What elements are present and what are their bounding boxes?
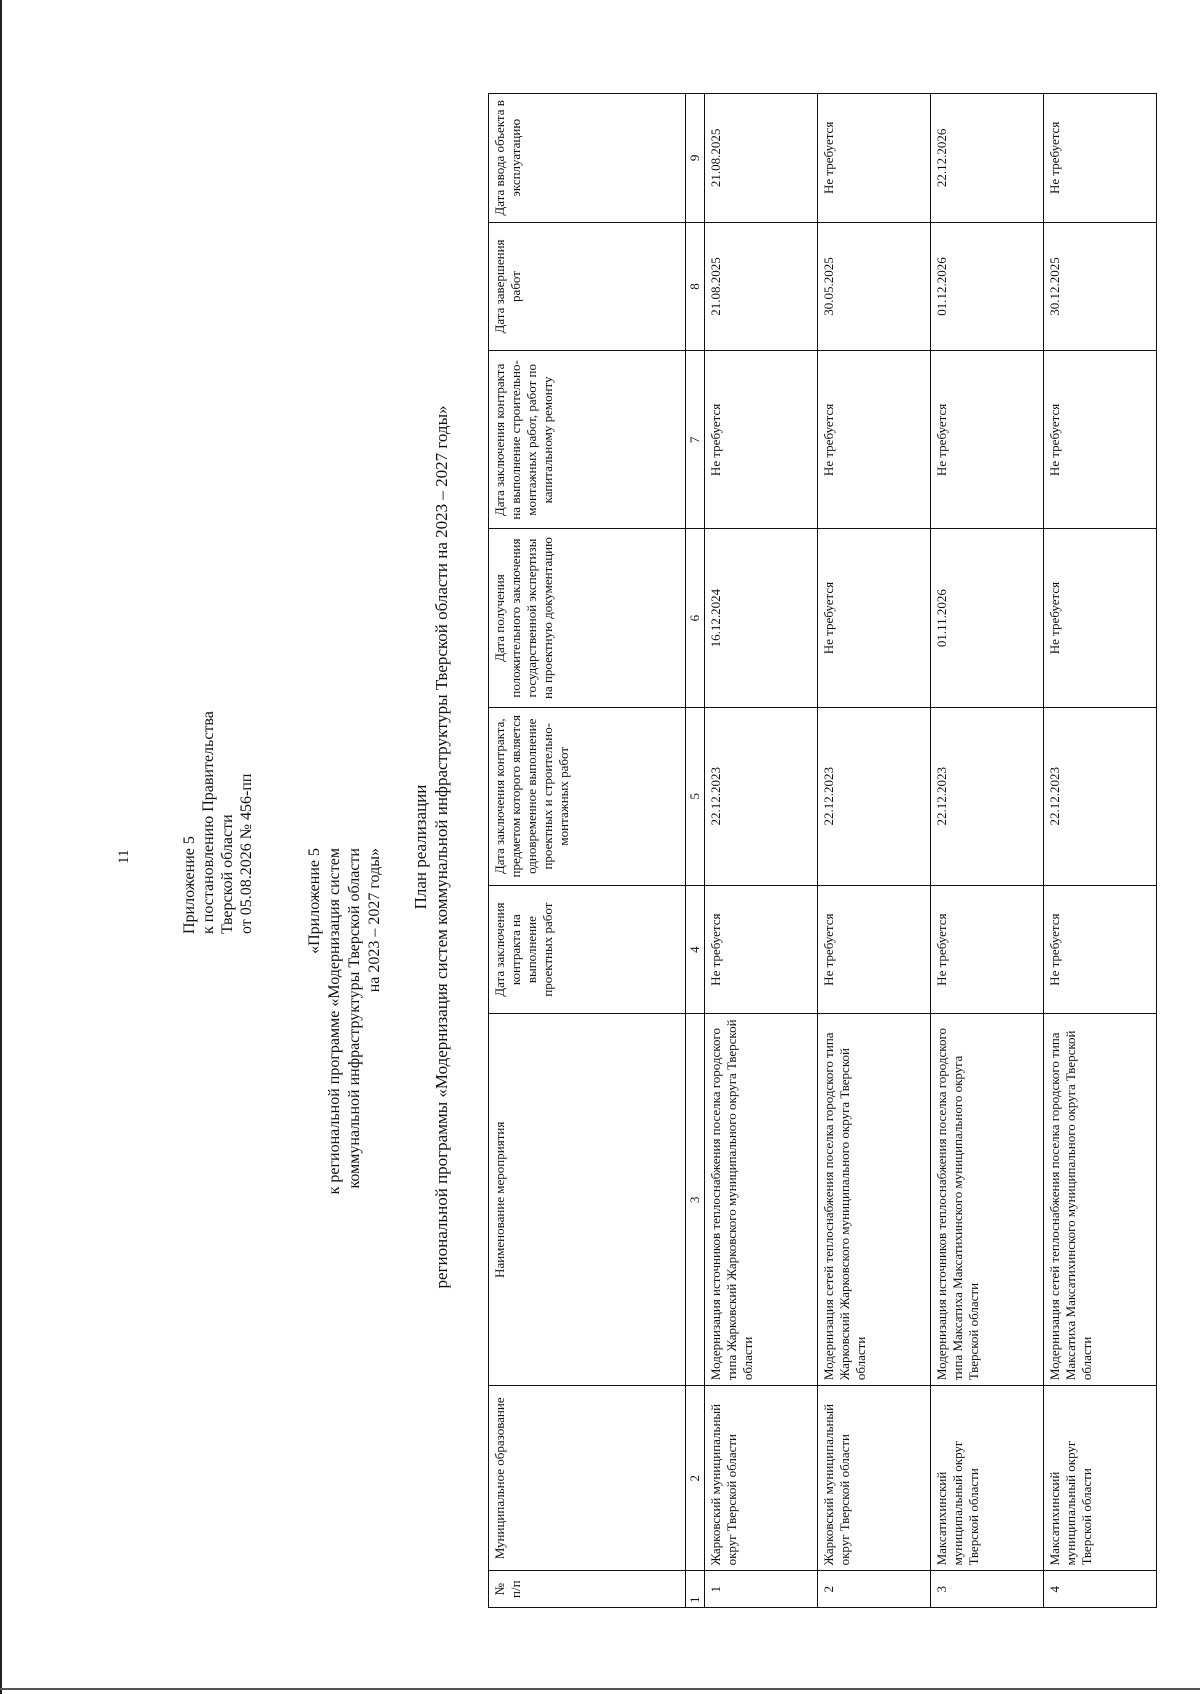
event-cell: Модернизация источников теплоснабжения поселка городского типа Максатиха Максатихинского муниципального округа Тверской области <box>931 1014 1044 1386</box>
commissioning-date-cell: 22.12.2026 <box>931 94 1044 223</box>
column-number: 9 <box>686 94 705 223</box>
column-number: 6 <box>686 529 705 707</box>
municipality-cell: Максатихинский муниципальный округ Тверской области <box>1044 1386 1157 1571</box>
combined-contract-date-cell: 22.12.2023 <box>931 707 1044 885</box>
event-cell: Модернизация сетей теплоснабжения поселка городского типа Жарковский Жарковского муниципального округа Тверской области <box>818 1014 931 1386</box>
construction-contract-date-cell: Не требуется <box>931 351 1044 529</box>
column-header: Дата заключения контракта на выполнение проектных работ <box>489 885 686 1014</box>
completion-date-cell: 21.08.2025 <box>705 222 818 351</box>
expertise-date-cell: Не требуется <box>818 529 931 707</box>
commissioning-date-cell: Не требуется <box>818 94 931 223</box>
row-number: 1 <box>705 1571 818 1608</box>
column-header: Дата заключения контракта, предметом которого является одновременное выполнение проектных и строительно-монтажных работ <box>489 707 686 885</box>
appendix-header-line: к постановлению Правительства <box>200 711 217 934</box>
expertise-date-cell: 01.11.2026 <box>931 529 1044 707</box>
plan-table <box>488 93 1157 1608</box>
column-number-row <box>686 94 705 1608</box>
table-row <box>705 94 818 1608</box>
table-row <box>818 94 931 1608</box>
plan-title-line: План реализации <box>411 784 430 910</box>
appendix-quote-line: коммунальной инфраструктуры Тверской области <box>346 848 363 1189</box>
appendix-quote-line: на 2023 – 2027 годы» <box>366 848 383 993</box>
combined-contract-date-cell: 22.12.2023 <box>1044 707 1157 885</box>
municipality-cell: Жарковский муниципальный округ Тверской области <box>818 1386 931 1571</box>
completion-date-cell: 01.12.2026 <box>931 222 1044 351</box>
plan-title-line: региональной программы «Модернизация систем коммунальной инфраструктуры Тверской области на 2023 – 2027 годы» <box>432 405 451 1289</box>
event-cell: Модернизация сетей теплоснабжения поселка городского типа Максатиха Максатихинского муниципального округа Тверской области <box>1044 1014 1157 1386</box>
design-contract-date-cell: Не требуется <box>705 885 818 1014</box>
table-header-row <box>489 94 686 1608</box>
column-number: 5 <box>686 707 705 885</box>
construction-contract-date-cell: Не требуется <box>1044 351 1157 529</box>
row-number: 3 <box>931 1571 1044 1608</box>
appendix-header <box>180 711 256 934</box>
column-header: Дата завершения работ <box>489 222 686 351</box>
design-contract-date-cell: Не требуется <box>931 885 1044 1014</box>
column-number: 8 <box>686 222 705 351</box>
column-number: 3 <box>686 1014 705 1386</box>
event-cell: Модернизация источников теплоснабжения поселка городского типа Жарковский Жарковского муниципального округа Тверской области <box>705 1014 818 1386</box>
column-header: Дата ввода объекта в эксплуатацию <box>489 94 686 223</box>
appendix-quote-line: к региональной программе «Модернизация систем <box>326 848 343 1195</box>
expertise-date-cell: 16.12.2024 <box>705 529 818 707</box>
completion-date-cell: 30.05.2025 <box>818 222 931 351</box>
column-header: № п/п <box>489 1571 686 1608</box>
table-row <box>931 94 1044 1608</box>
row-number: 2 <box>818 1571 931 1608</box>
expertise-date-cell: Не требуется <box>1044 529 1157 707</box>
design-contract-date-cell: Не требуется <box>818 885 931 1014</box>
column-header: Дата получения положительного заключения государственной экспертизы на проектную документацию <box>489 529 686 707</box>
column-number: 4 <box>686 885 705 1014</box>
appendix-header-line: Тверской области <box>219 814 236 934</box>
commissioning-date-cell: 21.08.2025 <box>705 94 818 223</box>
municipality-cell: Максатихинский муниципальный округ Тверской области <box>931 1386 1044 1571</box>
municipality-cell: Жарковский муниципальный округ Тверской области <box>705 1386 818 1571</box>
column-number: 1 <box>686 1571 705 1608</box>
table-row <box>1044 94 1157 1608</box>
design-contract-date-cell: Не требуется <box>1044 885 1157 1014</box>
combined-contract-date-cell: 22.12.2023 <box>818 707 931 885</box>
completion-date-cell: 30.12.2025 <box>1044 222 1157 351</box>
column-number: 7 <box>686 351 705 529</box>
appendix-quote-line: «Приложение 5 <box>306 848 323 954</box>
plan-title <box>410 0 452 1694</box>
column-header: Наименование мероприятия <box>489 1014 686 1386</box>
appendix-header-line: Приложение 5 <box>181 836 198 934</box>
page-number: 11 <box>116 849 132 864</box>
construction-contract-date-cell: Не требуется <box>818 351 931 529</box>
appendix-quote <box>305 848 385 1194</box>
column-header: Муниципальное образование <box>489 1386 686 1571</box>
combined-contract-date-cell: 22.12.2023 <box>705 707 818 885</box>
column-header: Дата заключения контракта на выполнение строительно-монтажных работ, работ по капитальному ремонту <box>489 351 686 529</box>
row-number: 4 <box>1044 1571 1157 1608</box>
commissioning-date-cell: Не требуется <box>1044 94 1157 223</box>
construction-contract-date-cell: Не требуется <box>705 351 818 529</box>
appendix-header-line: от 05.08.2026 № 456-пп <box>238 773 255 934</box>
column-number: 2 <box>686 1386 705 1571</box>
